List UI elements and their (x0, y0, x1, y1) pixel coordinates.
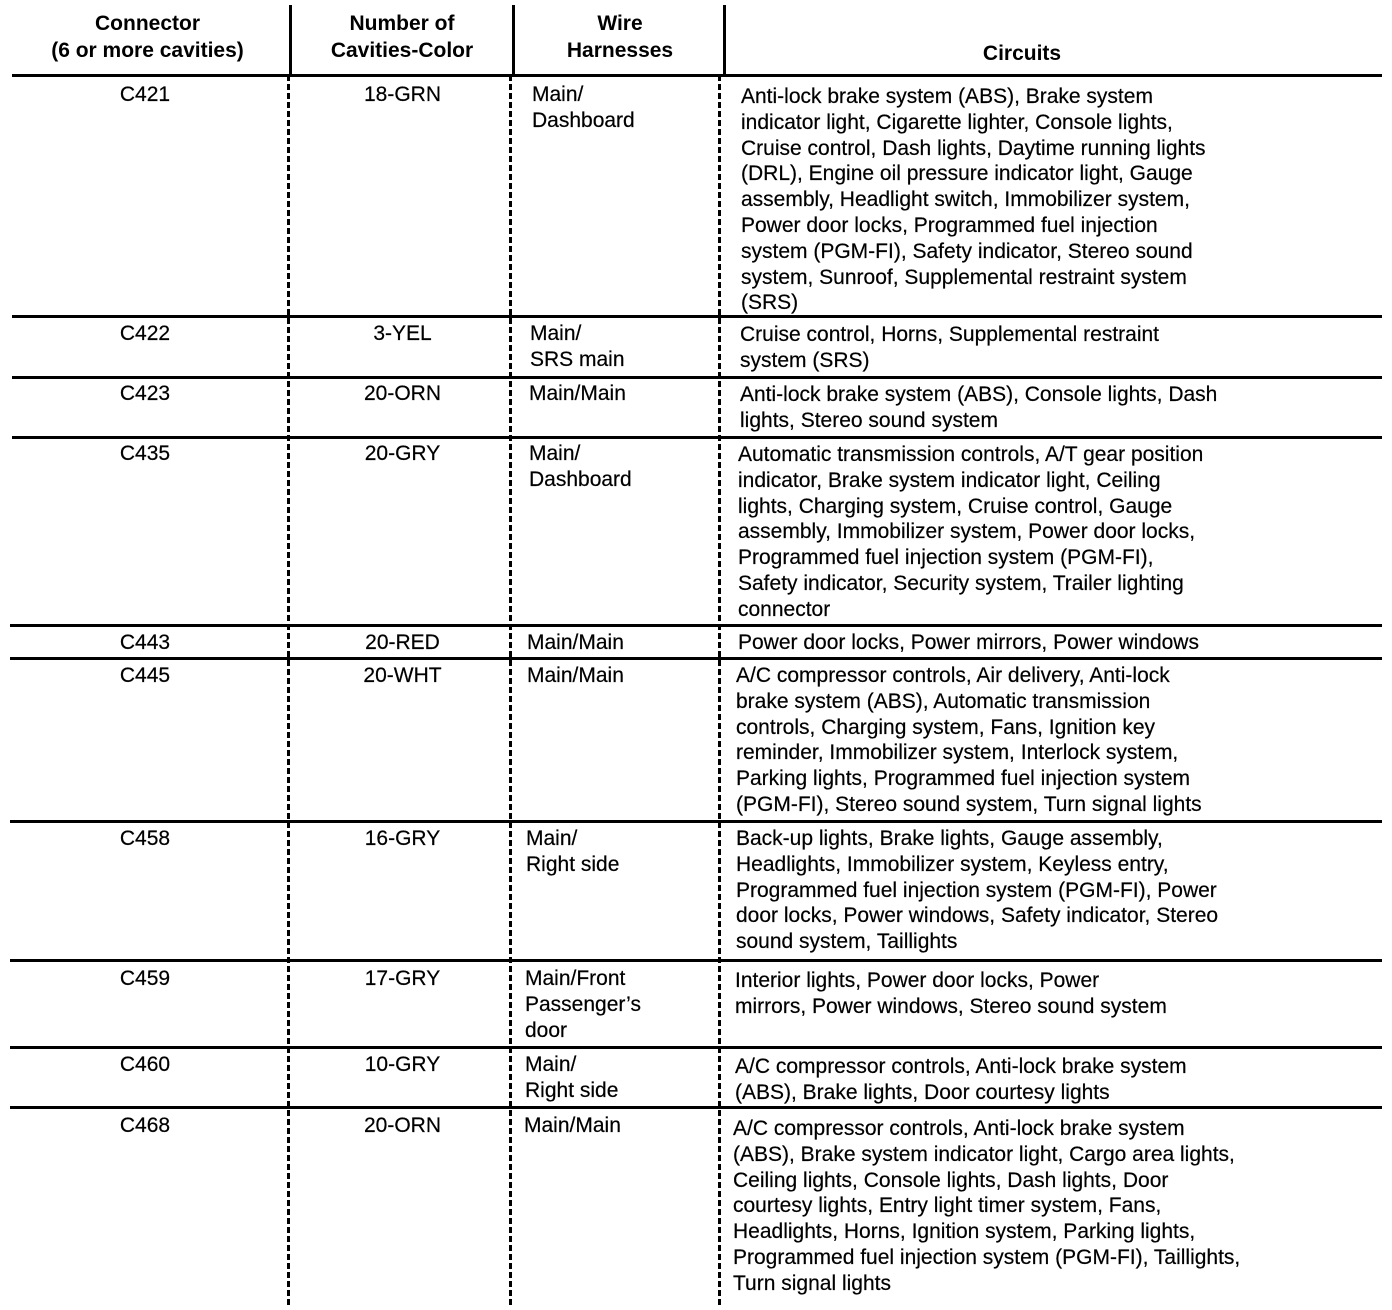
circuits (735, 968, 1375, 1020)
connector-id: C421 (119, 83, 171, 106)
wire-line: Main/ (526, 827, 578, 850)
cavities-color: 20-WHT (363, 664, 442, 687)
wire-line: Passenger’s (525, 992, 641, 1016)
circuit-line: Headlights, Immobilizer system, Keyless entry, (736, 852, 1169, 876)
wire-line: Main/Main (527, 631, 624, 654)
wire-harnesses (529, 441, 724, 493)
circuit-line: controls, Charging system, Fans, Ignition key (736, 715, 1156, 739)
circuit-line: Programmed fuel injection system (PGM-FI), Power (736, 878, 1217, 902)
row-separator (10, 959, 1382, 962)
connector-id: C459 (119, 967, 171, 990)
cavities-color: 10-GRY (364, 1053, 441, 1076)
circuit-line: A/C compressor controls, Anti-lock brake system (733, 1117, 1185, 1140)
cavities-color: 16-GRY (364, 827, 441, 850)
circuit-line: Automatic transmission controls, A/T gear position (738, 443, 1204, 466)
circuit-line: courtesy lights, Entry light timer system, Fans, (733, 1194, 1162, 1218)
row-separator (10, 1046, 1382, 1049)
row-separator (10, 820, 1382, 823)
circuit-line: connector (738, 597, 831, 621)
connector-id: C443 (119, 631, 171, 654)
column-divider (287, 75, 290, 1305)
cavities-color: 20-ORN (363, 1114, 442, 1137)
wire-line: Right side (525, 1078, 619, 1102)
wire-harnesses (530, 321, 725, 373)
connector-id: C458 (119, 827, 171, 850)
circuit-line: indicator light, Cigarette lighter, Console lights, (741, 110, 1173, 134)
circuit-line: (SRS) (741, 291, 799, 315)
circuit-line: door locks, Power windows, Safety indicator, Stereo (736, 904, 1219, 928)
circuit-line: system (SRS) (740, 348, 870, 372)
wire-line: Dashboard (529, 467, 632, 491)
header-connector (10, 10, 285, 64)
wire-line: Main/ (532, 83, 584, 106)
wire-harnesses (527, 630, 722, 656)
circuit-line: system, Sunroof, Supplemental restraint system (741, 265, 1187, 289)
circuit-line: system (PGM-FI), Safety indicator, Stereo sound (741, 239, 1193, 263)
wire-line: door (525, 1018, 568, 1042)
circuit-line: A/C compressor controls, Anti-lock brake system (735, 1055, 1187, 1078)
wire-harnesses (527, 663, 722, 689)
wire-harnesses (529, 381, 724, 407)
header-divider (512, 5, 515, 75)
circuit-line: (ABS), Brake lights, Door courtesy lights (735, 1080, 1110, 1104)
circuit-line: (DRL), Engine oil pressure indicator light, Gauge (741, 162, 1193, 186)
circuit-line: Interior lights, Power door locks, Power (735, 969, 1100, 992)
circuit-line: assembly, Immobilizer system, Power door locks, (738, 520, 1196, 544)
wire-harnesses (524, 1113, 719, 1139)
row-separator (10, 657, 1382, 660)
circuit-line: mirrors, Power windows, Stereo sound system (735, 994, 1167, 1018)
circuits (733, 1116, 1373, 1297)
cavities-color: 20-RED (365, 631, 440, 654)
circuits (736, 663, 1376, 818)
circuits (738, 442, 1378, 623)
wire-harnesses (525, 1052, 720, 1104)
circuits (735, 1054, 1375, 1106)
connector-id: C445 (119, 664, 171, 687)
cavities-color: 20-GRY (364, 442, 441, 465)
header-cavities (292, 10, 512, 64)
header-cavities-line1: Number of (349, 12, 455, 35)
row-separator (10, 624, 1382, 627)
header-separator (12, 74, 1382, 77)
circuit-line: Power door locks, Power mirrors, Power windows (738, 631, 1199, 654)
connector-id: C423 (119, 382, 171, 405)
header-cavities-line2: Cavities-Color (330, 39, 474, 62)
header-connector-line2: (6 or more cavities) (51, 39, 244, 62)
circuit-line: lights, Stereo sound system (740, 408, 998, 432)
circuit-line: (PGM-FI), Stereo sound system, Turn signal lights (736, 792, 1202, 816)
circuit-line: A/C compressor controls, Air delivery, Anti-lock (736, 664, 1170, 687)
row-separator (12, 376, 1382, 379)
wire-line: Main/Front (525, 967, 626, 990)
circuit-line: reminder, Immobilizer system, Interlock system, (736, 741, 1179, 765)
header-wire-line1: Wire (597, 12, 643, 35)
circuit-line: Safety indicator, Security system, Trailer lighting (738, 571, 1184, 595)
circuit-line: Cruise control, Horns, Supplemental restraint (740, 323, 1160, 346)
row-separator (12, 436, 1382, 439)
wire-line: Main/ (525, 1053, 577, 1076)
circuit-line: Power door locks, Programmed fuel injection (741, 213, 1158, 237)
cavities-color: 17-GRY (364, 967, 441, 990)
circuit-line: Anti-lock brake system (ABS), Console lights, Dash (740, 383, 1218, 406)
header-wire-line2: Harnesses (566, 39, 674, 62)
circuit-line: sound system, Taillights (736, 930, 958, 954)
cavities-color: 18-GRN (363, 83, 442, 106)
circuit-line: indicator, Brake system indicator light, Ceiling (738, 468, 1161, 492)
wire-line: Dashboard (532, 108, 635, 132)
circuits (740, 382, 1380, 434)
circuit-line: Anti-lock brake system (ABS), Brake system (741, 85, 1153, 108)
header-wire-harnesses (515, 10, 725, 64)
table-header (0, 0, 1392, 75)
header-connector-line1: Connector (95, 12, 200, 35)
cavities-color: 3-YEL (373, 322, 432, 345)
connector-id: C435 (119, 442, 171, 465)
header-divider (723, 5, 726, 75)
wire-line: Main/ (529, 442, 581, 465)
circuits (738, 630, 1378, 656)
circuit-line: assembly, Headlight switch, Immobilizer system, (741, 188, 1190, 212)
circuits (736, 826, 1376, 955)
circuits (741, 84, 1381, 316)
circuits (740, 322, 1380, 374)
circuit-line: brake system (ABS), Automatic transmission (736, 689, 1151, 713)
header-circuits-line1: Circuits (982, 42, 1062, 65)
circuit-line: Turn signal lights (733, 1271, 891, 1295)
circuit-line: Programmed fuel injection system (PGM-FI), (738, 546, 1154, 570)
circuit-line: Programmed fuel injection system (PGM-FI), Taillights, (733, 1245, 1241, 1269)
circuit-line: Ceiling lights, Console lights, Dash lights, Door (733, 1168, 1169, 1192)
wire-line: Main/Main (527, 664, 624, 687)
connector-id: C422 (119, 322, 171, 345)
circuit-line: (ABS), Brake system indicator light, Cargo area lights, (733, 1142, 1235, 1166)
wire-line: Main/Main (524, 1114, 621, 1137)
wire-line: SRS main (530, 347, 625, 371)
circuit-line: Back-up lights, Brake lights, Gauge assembly, (736, 827, 1163, 850)
wire-line: Main/Main (529, 382, 626, 405)
wire-harnesses (526, 826, 721, 878)
connector-id: C460 (119, 1053, 171, 1076)
circuit-line: lights, Charging system, Cruise control, Gauge (738, 494, 1173, 518)
header-divider (289, 5, 292, 75)
wire-line: Right side (526, 852, 620, 876)
wire-harnesses (525, 966, 720, 1043)
wire-line: Main/ (530, 322, 582, 345)
circuit-line: Headlights, Horns, Ignition system, Parking lights, (733, 1220, 1196, 1244)
header-circuits (727, 40, 1317, 67)
row-separator (10, 1106, 1382, 1109)
wire-harnesses (532, 82, 727, 134)
connector-id: C468 (119, 1114, 171, 1137)
circuit-line: Parking lights, Programmed fuel injection system (736, 767, 1191, 791)
circuit-line: Cruise control, Dash lights, Daytime running lights (741, 136, 1206, 160)
cavities-color: 20-ORN (363, 382, 442, 405)
